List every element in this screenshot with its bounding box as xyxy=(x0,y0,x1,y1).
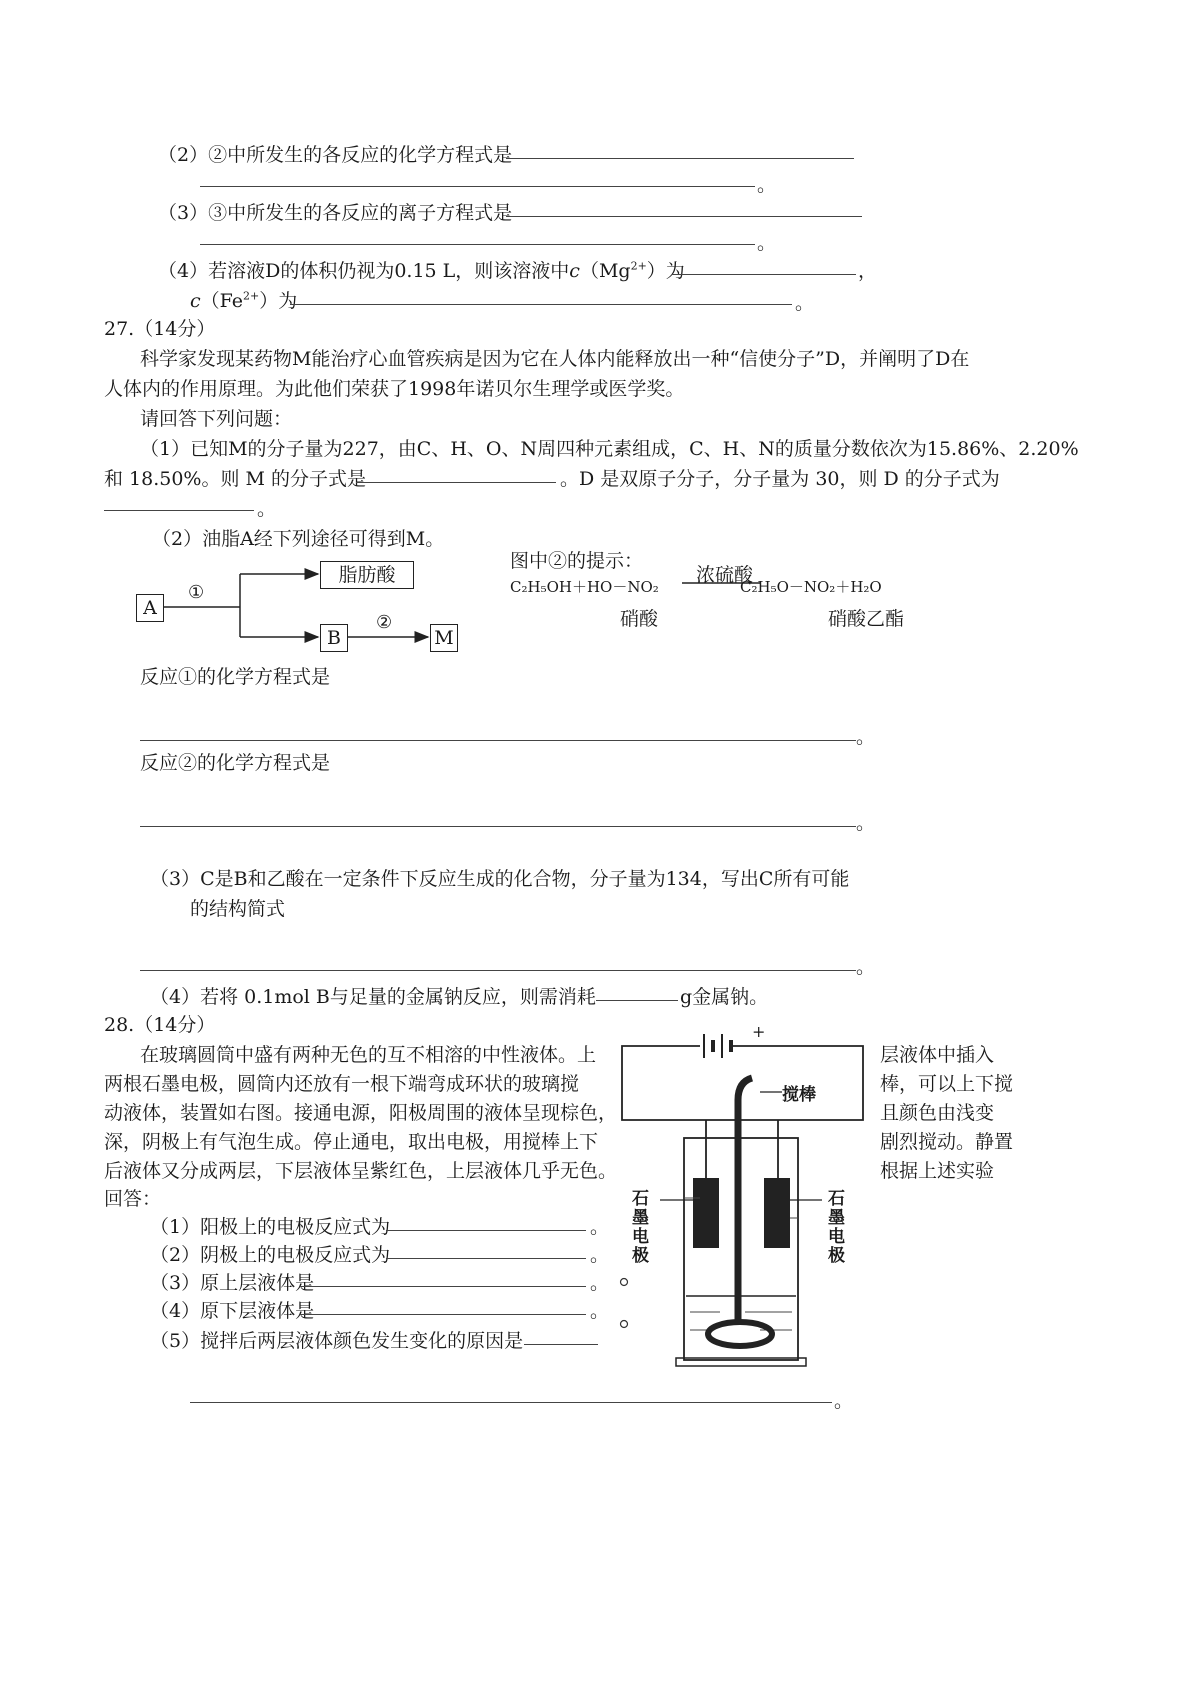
hint-title: 图中②的提示： xyxy=(510,550,644,572)
comma: ， xyxy=(858,260,878,282)
period: 。 xyxy=(590,1272,610,1294)
q28-line1-right: 层液体中插入 xyxy=(880,1044,995,1066)
q27-intro-1: 科学家发现某药物M能治疗心血管疾病是因为它在人体内能释放出一种“信使分子”D，并阐明了D在 xyxy=(140,348,970,370)
reaction-1-label: 反应①的化学方程式是 xyxy=(140,666,331,688)
period: 。 xyxy=(590,1300,610,1322)
node-M: M xyxy=(430,624,458,652)
hint-product: C₂H₅O－NO₂＋H₂O xyxy=(740,578,882,596)
period: 。 xyxy=(590,1216,610,1238)
period: 。 xyxy=(757,174,777,196)
q27-part1-a: （1）已知M的分子量为227，由C、H、O、N周四种元素组成，C、H、N的质量分数依次为15.86%、2.20% xyxy=(140,438,1079,460)
reaction-2-label: 反应②的化学方程式是 xyxy=(140,752,331,774)
period: 。 xyxy=(795,292,815,314)
q28-line3: 动液体，装置如右图。接通电源，阳极周围的液体呈现棕色， xyxy=(104,1102,618,1124)
q28-header: 28.（14分） xyxy=(104,1014,216,1036)
stir-rod-label: 搅棒 xyxy=(782,1085,816,1105)
node-B: B xyxy=(320,624,348,652)
q27-header: 27.（14分） xyxy=(104,318,216,340)
hint-reactant: C₂H₅OH＋HO－NO₂ xyxy=(510,578,659,596)
q28-line1: 在玻璃圆筒中盛有两种无色的互不相溶的中性液体。上 xyxy=(140,1044,597,1066)
left-electrode-label: 石墨电极 xyxy=(632,1189,649,1266)
node-fatty-acid: 脂肪酸 xyxy=(320,561,414,589)
q28-line4: 深，阴极上有气泡生成。停止通电，取出电极，用搅棒上下 xyxy=(104,1131,599,1153)
period: 。 xyxy=(590,1244,610,1266)
q27-part1-c: 。D 是双原子分子，分子量为 30，则 D 的分子式为 xyxy=(560,468,1000,490)
q26-fe-label: $c(Fe^{2+})$为 xyxy=(190,289,298,312)
period: 。 xyxy=(834,1390,854,1412)
period: 。 xyxy=(757,232,777,254)
q28-sub4: （4）原下层液体是 xyxy=(150,1300,315,1322)
q28-line2-right: 棒，可以上下搅 xyxy=(880,1073,1014,1095)
q26-part3: （3）③中所发生的各反应的离子方程式是 xyxy=(158,202,513,224)
q27-intro-2: 人体内的作用原理。为此他们荣获了1998年诺贝尔生理学或医学奖。 xyxy=(104,378,685,400)
q27-part3-b: 的结构简式 xyxy=(190,898,286,920)
q28-sub3: （3）原上层液体是 xyxy=(150,1272,315,1294)
q27-part4: （4）若将 0.1mol B与足量的金属钠反应，则需消耗 xyxy=(150,986,596,1008)
q28-line2: 两根石墨电极，圆筒内还放有一根下端弯成环状的玻璃搅 xyxy=(104,1073,580,1095)
hint-catalyst: 浓硫酸 xyxy=(696,564,754,586)
q28-sub5: （5）搅拌后两层液体颜色发生变化的原因是 xyxy=(150,1330,524,1352)
q26-part2: （2）②中所发生的各反应的化学方程式是 xyxy=(158,144,513,166)
node-A: A xyxy=(136,594,164,622)
q26-part4: （4）若溶液D的体积仍视为0.15 L，则该溶液中$c(Mg^{2+})$为 xyxy=(158,259,685,282)
q28-line4-right: 剧烈搅动。静置 xyxy=(880,1131,1014,1153)
q27-part1-b: 和 18.50%。则 M 的分子式是 xyxy=(104,468,367,490)
step-2-label: ② xyxy=(376,612,393,633)
right-electrode-label: 石墨电极 xyxy=(828,1189,845,1266)
step-1-label: ① xyxy=(188,582,205,603)
q28-line5-right: 根据上述实验 xyxy=(880,1160,995,1182)
q28-sub2: （2）阴极上的电极反应式为 xyxy=(150,1244,391,1266)
hint-nitric-acid: 硝酸 xyxy=(620,608,659,630)
period: 。 xyxy=(856,956,876,978)
q27-ask: 请回答下列问题： xyxy=(140,408,293,430)
period: 。 xyxy=(257,498,277,520)
q27-part3-a: （3）C是B和乙酸在一定条件下反应生成的化合物，分子量为134，写出C所有可能 xyxy=(150,868,850,890)
positive-terminal: + xyxy=(752,1022,766,1041)
period: 。 xyxy=(856,726,876,748)
q27-part2: （2）油脂A经下列途径可得到M。 xyxy=(152,528,445,550)
q27-part4-b: g金属钠。 xyxy=(680,986,769,1008)
q28-sub1: （1）阳极上的电极反应式为 xyxy=(150,1216,391,1238)
q28-line3-right: 且颜色由浅变 xyxy=(880,1102,995,1124)
period: 。 xyxy=(856,812,876,834)
q28-line6: 回答： xyxy=(104,1188,162,1210)
hint-ester: 硝酸乙酯 xyxy=(828,608,905,630)
q28-line5: 后液体又分成两层，下层液体呈紫红色，上层液体几乎无色。 xyxy=(104,1160,618,1182)
